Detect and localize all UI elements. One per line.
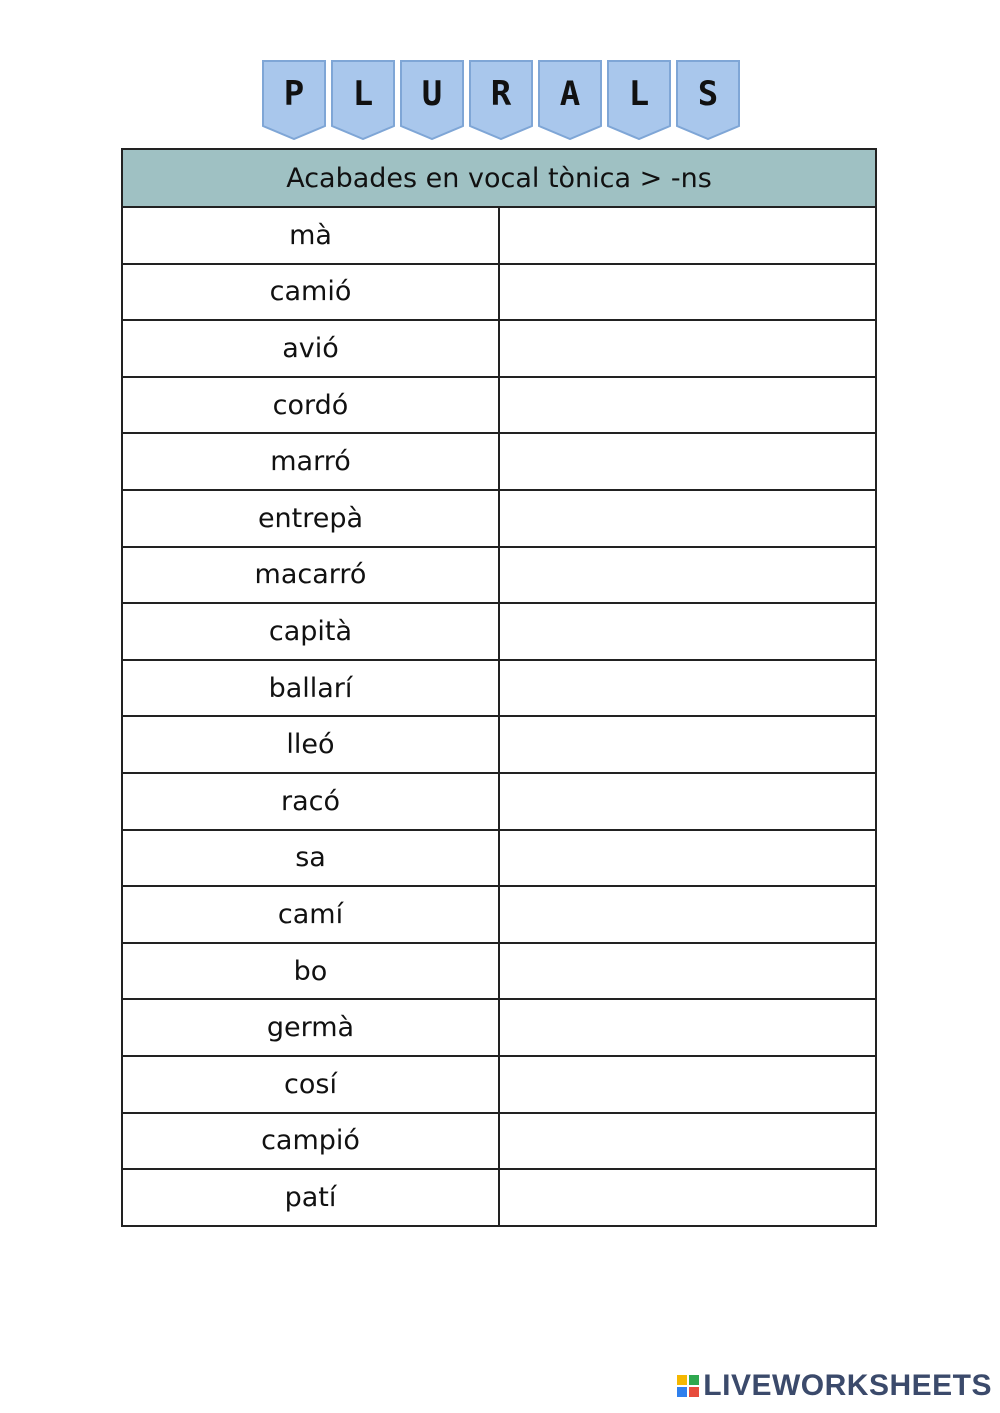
answer-cell[interactable] bbox=[499, 999, 876, 1056]
plural-answer-input[interactable] bbox=[500, 434, 875, 489]
banner-letter: U bbox=[421, 74, 443, 114]
plural-answer-input[interactable] bbox=[500, 774, 875, 829]
singular-word: mà bbox=[122, 207, 499, 264]
singular-word: camió bbox=[122, 264, 499, 321]
plural-answer-input[interactable] bbox=[500, 831, 875, 886]
singular-word: cosí bbox=[122, 1056, 499, 1113]
plurals-table bbox=[121, 148, 877, 1227]
answer-cell[interactable] bbox=[499, 1169, 876, 1226]
plural-answer-input[interactable] bbox=[500, 1170, 875, 1225]
table-header-row bbox=[122, 149, 876, 207]
table-row bbox=[122, 999, 876, 1056]
logo-square-1 bbox=[677, 1375, 687, 1385]
table-row bbox=[122, 490, 876, 547]
singular-word: entrepà bbox=[122, 490, 499, 547]
logo-square-4 bbox=[689, 1387, 699, 1397]
table-row bbox=[122, 264, 876, 321]
singular-word: bo bbox=[122, 943, 499, 1000]
table-body bbox=[122, 207, 876, 1226]
table-row bbox=[122, 716, 876, 773]
plural-answer-input[interactable] bbox=[500, 887, 875, 942]
singular-word: camí bbox=[122, 886, 499, 943]
singular-word: ballarí bbox=[122, 660, 499, 717]
banner-letter: R bbox=[490, 74, 512, 114]
plural-answer-input[interactable] bbox=[500, 1000, 875, 1055]
answer-cell[interactable] bbox=[499, 1056, 876, 1113]
singular-word: marró bbox=[122, 433, 499, 490]
answer-cell[interactable] bbox=[499, 716, 876, 773]
liveworksheets-logo bbox=[677, 1369, 992, 1403]
answer-cell[interactable] bbox=[499, 320, 876, 377]
answer-cell[interactable] bbox=[499, 377, 876, 434]
table-row bbox=[122, 830, 876, 887]
answer-cell[interactable] bbox=[499, 547, 876, 604]
answer-cell[interactable] bbox=[499, 264, 876, 321]
answer-cell[interactable] bbox=[499, 207, 876, 264]
table-row bbox=[122, 207, 876, 264]
plural-answer-input[interactable] bbox=[500, 265, 875, 320]
banner-flag bbox=[262, 60, 326, 140]
brand-name: LIVEWORKSHEETS bbox=[703, 1369, 992, 1402]
banner-letter: L bbox=[628, 74, 650, 114]
singular-word: racó bbox=[122, 773, 499, 830]
singular-word: capità bbox=[122, 603, 499, 660]
plural-answer-input[interactable] bbox=[500, 491, 875, 546]
answer-cell[interactable] bbox=[499, 433, 876, 490]
banner-letter: L bbox=[352, 74, 374, 114]
logo-square-3 bbox=[677, 1387, 687, 1397]
plural-answer-input[interactable] bbox=[500, 548, 875, 603]
singular-word: macarró bbox=[122, 547, 499, 604]
banner-letter: A bbox=[559, 74, 581, 114]
singular-word: campió bbox=[122, 1113, 499, 1170]
answer-cell[interactable] bbox=[499, 603, 876, 660]
table-row bbox=[122, 320, 876, 377]
plural-answer-input[interactable] bbox=[500, 944, 875, 999]
table-row bbox=[122, 886, 876, 943]
singular-word: germà bbox=[122, 999, 499, 1056]
banner-flag bbox=[331, 60, 395, 140]
banner-flag bbox=[676, 60, 740, 140]
banner-flag bbox=[607, 60, 671, 140]
plural-answer-input[interactable] bbox=[500, 378, 875, 433]
banner-letter: P bbox=[283, 74, 305, 114]
table-row bbox=[122, 1113, 876, 1170]
singular-word: avió bbox=[122, 320, 499, 377]
banner-flag bbox=[469, 60, 533, 140]
table-row bbox=[122, 547, 876, 604]
plural-answer-input[interactable] bbox=[500, 717, 875, 772]
answer-cell[interactable] bbox=[499, 943, 876, 1000]
plural-answer-input[interactable] bbox=[500, 1057, 875, 1112]
answer-cell[interactable] bbox=[499, 773, 876, 830]
answer-cell[interactable] bbox=[499, 490, 876, 547]
answer-cell[interactable] bbox=[499, 660, 876, 717]
table-header: Acabades en vocal tònica > -ns bbox=[122, 149, 876, 207]
singular-word: sa bbox=[122, 830, 499, 887]
logo-icon bbox=[677, 1375, 699, 1397]
title-banner bbox=[262, 60, 740, 140]
table-row bbox=[122, 773, 876, 830]
banner-flag bbox=[538, 60, 602, 140]
table-row bbox=[122, 603, 876, 660]
singular-word: cordó bbox=[122, 377, 499, 434]
table-row bbox=[122, 660, 876, 717]
table-row bbox=[122, 377, 876, 434]
banner-letter: S bbox=[697, 74, 719, 114]
plural-answer-input[interactable] bbox=[500, 1114, 875, 1169]
answer-cell[interactable] bbox=[499, 1113, 876, 1170]
plural-answer-input[interactable] bbox=[500, 321, 875, 376]
answer-cell[interactable] bbox=[499, 886, 876, 943]
table-row bbox=[122, 943, 876, 1000]
plural-answer-input[interactable] bbox=[500, 208, 875, 263]
table-row bbox=[122, 1169, 876, 1226]
plural-answer-input[interactable] bbox=[500, 604, 875, 659]
plural-answer-input[interactable] bbox=[500, 661, 875, 716]
table-row bbox=[122, 433, 876, 490]
singular-word: patí bbox=[122, 1169, 499, 1226]
logo-square-2 bbox=[689, 1375, 699, 1385]
answer-cell[interactable] bbox=[499, 830, 876, 887]
banner-flag bbox=[400, 60, 464, 140]
singular-word: lleó bbox=[122, 716, 499, 773]
table-row bbox=[122, 1056, 876, 1113]
